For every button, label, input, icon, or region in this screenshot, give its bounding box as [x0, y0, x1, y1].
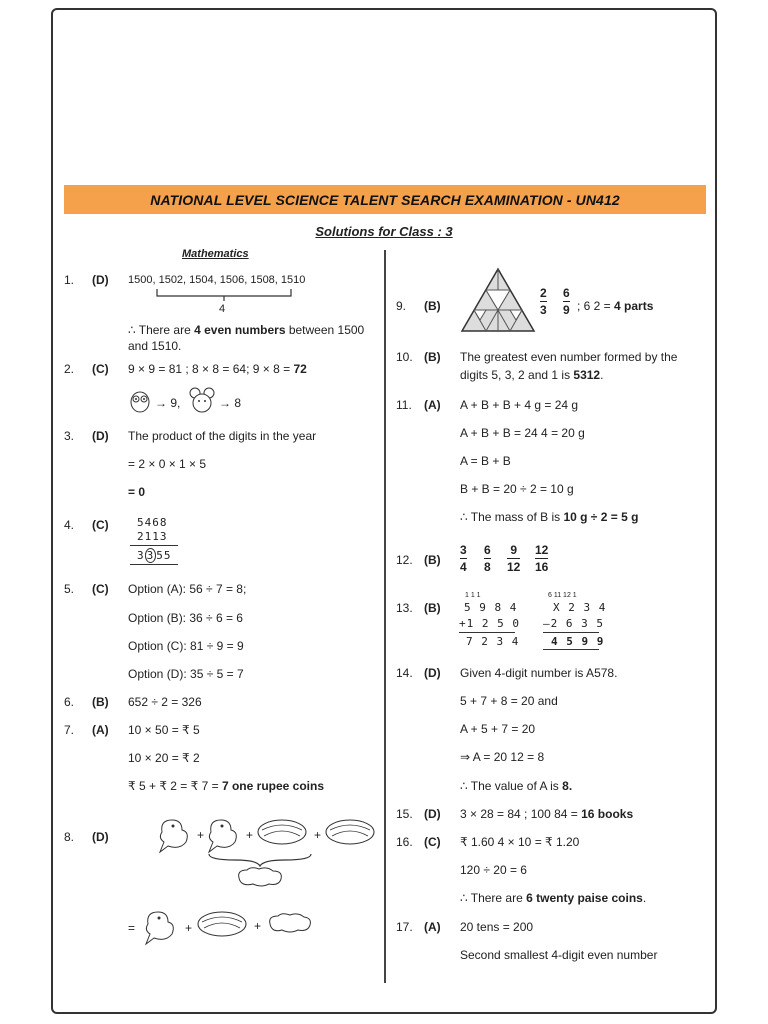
text: 9 × 9 = 81 ; 8 × 8 = 64; 9 × 8 = — [128, 362, 294, 376]
denominator: 12 — [507, 560, 521, 574]
text: between 1500 — [285, 323, 365, 337]
q-number: 17. — [396, 920, 413, 934]
even-sequence: 1500, 1502, 1504, 1506, 1508, 1510 — [128, 274, 306, 286]
brace-and-cloud-icon — [205, 852, 315, 892]
carry-digits: 1 1 1 — [465, 592, 481, 599]
q-answer: (D) — [92, 429, 109, 443]
denominator: 3 — [540, 303, 547, 317]
digit: 3 — [137, 549, 145, 562]
fraction-bar — [535, 558, 548, 559]
q16-line: 120 ÷ 20 = 6 — [460, 863, 527, 877]
q3-line: The product of the digits in the year — [128, 429, 317, 443]
plus-sign: + — [185, 921, 193, 935]
digit-row: 5 9 8 4 — [464, 601, 518, 614]
q6-line: 652 ÷ 2 = 326 — [128, 695, 202, 709]
digit-row-result: 7 2 3 4 — [466, 635, 520, 648]
q11-line: B + B = 20 ÷ 2 = 10 g — [460, 482, 574, 496]
text: ∴ There are — [128, 323, 195, 337]
q-number: 8. — [64, 830, 75, 844]
borrow-digits: 6 11 12 1 — [548, 592, 577, 599]
plus-sign: + — [254, 919, 262, 933]
text: digits 5, 3, 2 and 1 is — [460, 368, 574, 382]
text-bold: 7 one rupee coins — [221, 779, 324, 793]
q-answer: (B) — [92, 695, 109, 709]
q-answer: (C) — [92, 582, 109, 596]
plus-sign: + — [314, 828, 322, 842]
q-answer: (B) — [424, 299, 441, 313]
q-number: 14. — [396, 666, 413, 680]
text-bold: 16 books — [581, 807, 634, 821]
q-number: 9. — [396, 299, 407, 313]
sum-line — [130, 564, 178, 565]
q1-conclusion-2: and 1510. — [128, 339, 182, 353]
q-number: 7. — [64, 723, 75, 737]
numerator: 6 — [484, 543, 491, 557]
column-divider — [384, 250, 386, 983]
q-number: 13. — [396, 601, 413, 615]
nest-icon — [256, 816, 308, 848]
numerator: 6 — [563, 286, 570, 300]
q-number: 6. — [64, 695, 75, 709]
exam-title: NATIONAL LEVEL SCIENCE TALENT SEARCH EXAMINATION - UN412 — [150, 191, 620, 208]
equals-sign: = — [128, 921, 136, 935]
fraction-bar — [540, 301, 547, 302]
text-bold: 5312 — [573, 368, 601, 382]
q1-conclusion — [128, 323, 364, 338]
bracket-icon — [155, 288, 295, 302]
text-bold: 10 g ÷ 2 = 5 g — [563, 510, 639, 524]
plus-sign: + — [246, 828, 254, 842]
fraction — [563, 286, 570, 317]
q-answer: (D) — [92, 830, 109, 844]
mapping-text: → 9, — [155, 396, 181, 410]
text: ₹ 5 + ₹ 2 = ₹ 7 = — [128, 779, 222, 793]
q10-line: The greatest even number formed by the — [460, 350, 678, 364]
fraction — [507, 543, 520, 574]
q-answer: (C) — [92, 362, 109, 376]
denominator: 8 — [484, 560, 491, 574]
option-line: Option (A): 56 ÷ 7 = 8; — [128, 582, 247, 596]
q11-line: A + B + B = 24 4 = 20 g — [460, 426, 585, 440]
text-bold: 6 twenty paise coins — [526, 891, 643, 905]
text: . — [642, 891, 647, 905]
fraction — [460, 543, 467, 574]
text: ; 6 2 = — [577, 299, 615, 313]
text-bold: 4 even numbers — [194, 323, 286, 337]
q16-conclusion — [460, 891, 646, 906]
q11-line: A + B + B + 4 g = 24 g — [460, 398, 579, 412]
digit-row-result: 4 5 9 9 — [551, 635, 605, 648]
numerator: 2 — [540, 286, 547, 300]
q11-line: A = B + B — [460, 454, 511, 468]
numerator: 9 — [510, 543, 518, 557]
q10-line-2 — [460, 368, 603, 383]
option-line: Option (D): 35 ÷ 5 = 7 — [128, 667, 244, 681]
digit-row: +1 2 5 0 — [459, 617, 520, 630]
text-bold: 4 parts — [614, 299, 654, 313]
fraction-bar — [507, 558, 520, 559]
q11-conclusion — [460, 510, 638, 525]
denominator: 9 — [563, 303, 570, 317]
text: . — [600, 368, 604, 382]
circled-digit: 3 — [146, 549, 155, 562]
q17-line: 20 tens = 200 — [460, 920, 534, 934]
q14-line: A + 5 + 7 = 20 — [460, 722, 536, 736]
digit-row: 5468 — [137, 516, 168, 529]
sum-line — [459, 632, 515, 633]
q7-line: 10 × 50 = ₹ 5 — [128, 723, 200, 737]
q17-line: Second smallest 4-digit even number — [460, 948, 658, 962]
plus-sign: + — [197, 828, 205, 842]
q-number: 16. — [396, 835, 413, 849]
difference-line — [543, 632, 599, 633]
q14-line: Given 4-digit number is A578. — [460, 666, 618, 680]
text-bold: 72 — [293, 362, 307, 376]
triangle-figure-icon — [460, 266, 536, 334]
text: 3 × 28 = 84 ; 100 84 = — [460, 807, 582, 821]
q-answer: (D) — [92, 273, 109, 287]
text: ∴ The value of A is — [460, 779, 563, 793]
q-number: 10. — [396, 350, 413, 364]
q-number: 2. — [64, 362, 75, 376]
fraction-bar — [484, 558, 491, 559]
q-number: 1. — [64, 273, 75, 287]
solutions-subtitle: Solutions for Class : 3 — [315, 224, 453, 239]
text: ∴ There are — [460, 891, 527, 905]
q-answer: (A) — [424, 398, 441, 412]
digit-row-result — [137, 548, 172, 563]
q2-line — [128, 362, 307, 377]
q-number: 3. — [64, 429, 75, 443]
bird-icon — [156, 814, 192, 854]
q-answer: (B) — [424, 601, 441, 615]
difference-line — [543, 649, 599, 650]
q-answer: (B) — [424, 350, 441, 364]
q-answer: (D) — [424, 807, 441, 821]
nest-icon — [196, 908, 248, 940]
digit-row: –2 6 3 5 — [543, 617, 604, 630]
q-answer: (C) — [424, 835, 441, 849]
q-answer: (C) — [92, 518, 109, 532]
q-answer: (D) — [424, 666, 441, 680]
mouse-icon — [188, 386, 216, 414]
owl-icon — [128, 388, 152, 414]
bird-icon — [142, 906, 178, 946]
digit: 55 — [156, 549, 172, 562]
nest-icon — [324, 816, 376, 848]
text-bold: 8. — [562, 779, 573, 793]
option-line: Option (C): 81 ÷ 9 = 9 — [128, 639, 244, 653]
digit-row: 2113 — [137, 530, 168, 543]
text: ∴ The mass of B is — [460, 510, 564, 524]
q16-line: ₹ 1.60 4 × 10 = ₹ 1.20 — [460, 835, 580, 849]
mapping-text: → 8 — [219, 396, 242, 410]
q3-answer-line: = 0 — [128, 485, 146, 499]
fraction-bar — [460, 558, 467, 559]
denominator: 4 — [460, 560, 467, 574]
fraction — [484, 543, 491, 574]
option-line: Option (B): 36 ÷ 6 = 6 — [128, 611, 243, 625]
q14-line: 5 + 7 + 8 = 20 and — [460, 694, 558, 708]
section-heading: Mathematics — [182, 248, 249, 260]
q-number: 4. — [64, 518, 75, 532]
bird-icon — [205, 814, 241, 854]
q9-tail — [577, 299, 653, 314]
q-answer: (B) — [424, 553, 441, 567]
q3-line: = 2 × 0 × 1 × 5 — [128, 457, 207, 471]
q-answer: (A) — [92, 723, 109, 737]
q-answer: (A) — [424, 920, 441, 934]
digit-row: X 2 3 4 — [553, 601, 607, 614]
q-number: 15. — [396, 807, 413, 821]
numerator: 12 — [535, 543, 549, 557]
exam-title-banner — [64, 185, 706, 214]
fraction — [540, 286, 547, 317]
q-number: 11. — [396, 398, 412, 412]
fraction — [535, 543, 548, 574]
q15-line — [460, 807, 633, 822]
sum-line — [130, 545, 178, 546]
cloud-icon — [266, 910, 312, 936]
q-number: 12. — [396, 553, 413, 567]
numerator: 3 — [460, 543, 467, 557]
denominator: 16 — [535, 560, 549, 574]
count-label: 4 — [219, 303, 226, 315]
q14-line: ⇒ A = 20 12 = 8 — [460, 750, 545, 764]
q7-conclusion — [128, 779, 324, 794]
q14-conclusion — [460, 779, 572, 794]
q7-line: 10 × 20 = ₹ 2 — [128, 751, 200, 765]
q-number: 5. — [64, 582, 75, 596]
fraction-bar — [563, 301, 570, 302]
